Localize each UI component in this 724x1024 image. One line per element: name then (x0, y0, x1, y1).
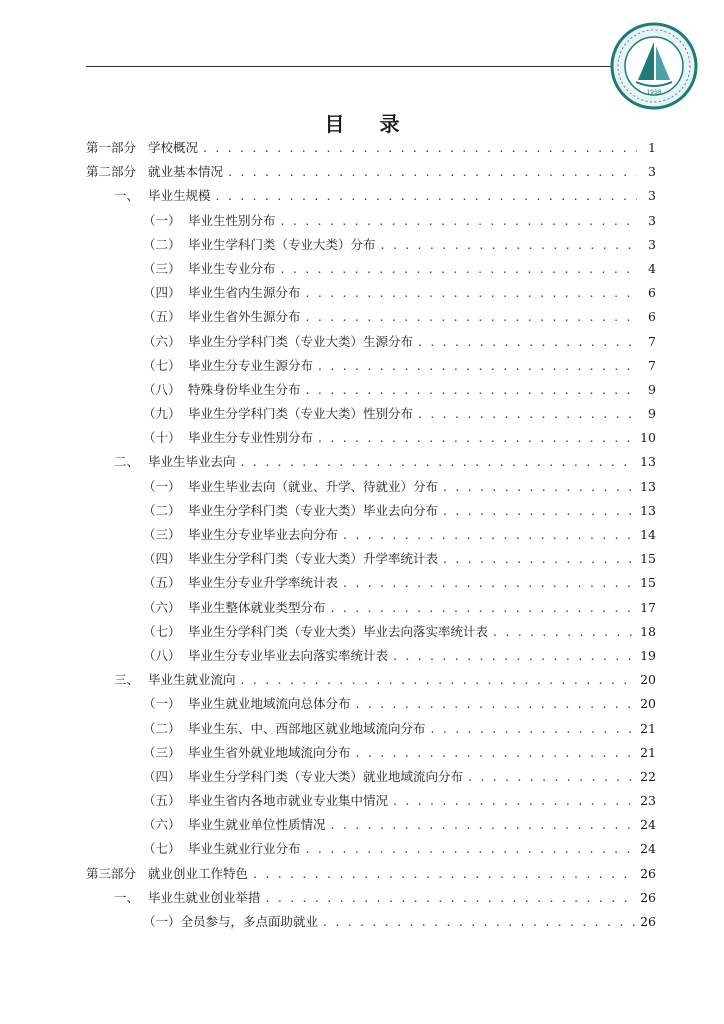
toc-entry[interactable] (86, 378, 656, 402)
header-rule (86, 66, 616, 67)
toc-page-number: 10 (640, 430, 656, 446)
toc-leader-dots (306, 281, 637, 305)
toc-entry[interactable] (86, 281, 656, 305)
toc-entry[interactable] (86, 402, 656, 426)
toc-leader-dots (266, 886, 636, 910)
toc-leader-dots (443, 499, 635, 523)
toc-entry-title: 毕业生毕业去向 (148, 454, 236, 470)
toc-leader-dots (443, 547, 635, 571)
toc-leader-dots (281, 257, 637, 281)
toc-leader-dots (393, 644, 635, 668)
toc-leader-dots (216, 184, 637, 208)
toc-entry-number: （七） (143, 357, 181, 373)
toc-entry-number: （一） (143, 212, 181, 228)
toc-page-number: 20 (640, 672, 656, 688)
toc-entry[interactable] (86, 668, 656, 692)
toc-entry-number: 第三部分 (86, 865, 137, 881)
toc-leader-dots (431, 717, 636, 741)
university-seal-icon (610, 22, 698, 110)
toc-leader-dots (381, 233, 637, 257)
toc-page-number: 6 (648, 285, 656, 301)
toc-entry[interactable] (86, 741, 656, 765)
toc-entry-number: （三） (143, 744, 181, 760)
toc-page-number: 20 (640, 696, 656, 712)
toc-entry[interactable] (86, 813, 656, 837)
toc-entry-number: （一） (143, 914, 181, 929)
toc-page-number: 24 (640, 817, 656, 833)
toc-entry[interactable] (86, 717, 656, 741)
toc-entry-title: 毕业生就业流向 (148, 672, 236, 688)
toc-entry-number: （五） (143, 575, 181, 591)
toc-entry[interactable] (86, 499, 656, 523)
toc-leader-dots (241, 668, 636, 692)
table-of-contents (86, 136, 656, 934)
toc-entry-number: （七） (143, 841, 181, 857)
toc-entry-title: 毕业生省外就业地域流向分布 (188, 744, 351, 760)
toc-entry-title: 毕业生就业单位性质情况 (188, 817, 326, 833)
toc-page-number: 1 (648, 140, 656, 155)
toc-entry-title: 毕业生分学科门类（专业大类）性别分布 (188, 406, 414, 422)
toc-page-number: 18 (640, 623, 656, 639)
toc-entry-number: （八） (143, 647, 181, 663)
toc-entry[interactable] (86, 886, 656, 910)
toc-entry-title: 毕业生省外生源分布 (188, 309, 301, 325)
toc-page-number: 13 (640, 478, 656, 494)
toc-entry-number: （二） (143, 502, 181, 518)
toc-entry-number: （一） (143, 696, 181, 712)
toc-entry-number: 一、 (114, 889, 140, 905)
toc-entry[interactable] (86, 765, 656, 789)
toc-leader-dots (241, 450, 636, 474)
toc-entry[interactable] (86, 184, 656, 208)
toc-entry-title: 毕业生就业行业分布 (188, 841, 301, 857)
toc-leader-dots (343, 523, 635, 547)
toc-entry-title: 就业基本情况 (148, 164, 224, 180)
toc-entry-number: （五） (143, 309, 181, 325)
toc-page-number: 14 (640, 527, 656, 542)
toc-page-number: 22 (640, 768, 656, 784)
toc-entry-number: 一、 (114, 188, 140, 204)
toc-entry-title: 特殊身份毕业生分布 (188, 381, 301, 397)
toc-page-number: 26 (640, 865, 656, 881)
page-title: 目 录 (324, 112, 414, 136)
toc-entry-title: 毕业生毕业去向（就业、升学、待就业）分布 (188, 478, 439, 494)
toc-entry-title: 毕业生规模 (148, 188, 211, 204)
toc-entry-number: （六） (143, 817, 181, 833)
toc-entry-title: 毕业生性别分布 (188, 212, 276, 228)
toc-entry-title: 学校概况 (148, 140, 199, 155)
toc-entry[interactable] (86, 305, 656, 329)
toc-leader-dots (393, 789, 635, 813)
toc-page-number: 7 (648, 357, 656, 373)
seal-year: 1958 (646, 89, 662, 96)
toc-entry[interactable] (86, 450, 656, 474)
toc-leader-dots (418, 402, 637, 426)
toc-entry-title: 毕业生分学科门类（专业大类）就业地域流向分布 (188, 768, 464, 784)
toc-entry[interactable] (86, 571, 656, 595)
toc-page-number: 9 (648, 406, 656, 422)
toc-entry-title: 毕业生分学科门类（专业大类）毕业去向分布 (188, 502, 439, 518)
toc-page-number: 15 (640, 575, 656, 591)
toc-leader-dots (493, 620, 635, 644)
toc-entry-number: （六） (143, 599, 181, 615)
toc-entry-title: 毕业生省内生源分布 (188, 285, 301, 301)
toc-entry[interactable] (86, 910, 656, 934)
toc-leader-dots (306, 378, 637, 402)
toc-page-number: 21 (640, 744, 656, 760)
toc-leader-dots (323, 910, 635, 934)
toc-entry-title: 毕业生分专业生源分布 (188, 357, 314, 373)
toc-entry-title: 毕业生分专业毕业去向落实率统计表 (188, 647, 389, 663)
toc-entry[interactable] (86, 862, 656, 886)
toc-leader-dots (356, 741, 636, 765)
toc-entry-title: 毕业生分学科门类（专业大类）生源分布 (188, 333, 414, 349)
toc-leader-dots (306, 837, 636, 861)
toc-page-number: 3 (648, 236, 656, 252)
toc-entry-number: （四） (143, 285, 181, 301)
toc-leader-dots (203, 136, 637, 160)
toc-entry-number: （九） (143, 406, 181, 422)
toc-leader-dots (331, 596, 636, 620)
toc-entry-title: 毕业生分专业升学率统计表 (188, 575, 339, 591)
toc-entry[interactable] (86, 160, 656, 184)
toc-entry[interactable] (86, 330, 656, 354)
toc-entry[interactable] (86, 596, 656, 620)
toc-leader-dots (468, 765, 635, 789)
toc-leader-dots (343, 571, 635, 595)
toc-entry-number: （五） (143, 793, 181, 809)
toc-entry[interactable] (86, 837, 656, 861)
toc-leader-dots (418, 330, 637, 354)
toc-entry[interactable] (86, 789, 656, 813)
toc-leader-dots (281, 209, 637, 233)
toc-page-number: 13 (640, 502, 656, 518)
toc-entry-number: （二） (143, 236, 181, 252)
toc-entry-number: 二、 (114, 454, 140, 470)
toc-entry[interactable] (86, 620, 656, 644)
toc-entry[interactable] (86, 136, 656, 160)
toc-entry-title: 毕业生分学科门类（专业大类）升学率统计表 (188, 551, 439, 567)
toc-entry-number: 三、 (114, 672, 140, 688)
toc-entry[interactable] (86, 426, 656, 450)
toc-page-number: 13 (640, 454, 656, 470)
toc-entry[interactable] (86, 257, 656, 281)
toc-entry-number: （四） (143, 551, 181, 567)
toc-leader-dots (228, 160, 637, 184)
toc-entry[interactable] (86, 547, 656, 571)
toc-entry-number: （三） (143, 527, 181, 542)
toc-page-number: 3 (648, 212, 656, 228)
toc-page-number: 15 (640, 551, 656, 567)
toc-entry[interactable] (86, 644, 656, 668)
toc-entry-title: 毕业生分专业性别分布 (188, 430, 314, 446)
toc-entry-title: 毕业生分专业毕业去向分布 (188, 527, 339, 542)
toc-leader-dots (318, 426, 635, 450)
toc-leader-dots (356, 692, 636, 716)
toc-entry-title: 毕业生东、中、西部地区就业地域流向分布 (188, 720, 426, 736)
toc-entry-number: （八） (143, 381, 181, 397)
toc-page-number: 3 (648, 188, 656, 204)
toc-entry-title: 毕业生学科门类（专业大类）分布 (188, 236, 376, 252)
toc-entry[interactable] (86, 475, 656, 499)
toc-leader-dots (253, 862, 635, 886)
toc-entry-number: （六） (143, 333, 181, 349)
toc-page-number: 17 (640, 599, 656, 615)
toc-entry-number: （三） (143, 260, 181, 276)
toc-entry[interactable] (86, 233, 656, 257)
toc-entry-number: （七） (143, 623, 181, 639)
toc-entry-title: 毕业生省内各地市就业专业集中情况 (188, 793, 389, 809)
toc-entry-number: （十） (143, 430, 181, 446)
toc-entry[interactable] (86, 692, 656, 716)
toc-page-number: 21 (640, 720, 656, 736)
toc-entry-title: 毕业生就业创业举措 (148, 889, 261, 905)
toc-entry-title: 就业创业工作特色 (148, 865, 249, 881)
toc-page-number: 4 (648, 260, 656, 276)
toc-page-number: 26 (640, 889, 656, 905)
toc-entry-number: 第一部分 (86, 140, 137, 155)
toc-leader-dots (306, 305, 637, 329)
toc-entry-number: （一） (143, 478, 181, 494)
toc-page-number: 7 (648, 333, 656, 349)
toc-page-number: 3 (648, 164, 656, 180)
toc-entry[interactable] (86, 523, 656, 547)
toc-entry-number: （二） (143, 720, 181, 736)
toc-leader-dots (443, 475, 635, 499)
toc-page-number: 26 (640, 914, 656, 929)
toc-page-number: 24 (640, 841, 656, 857)
toc-page-number: 23 (640, 793, 656, 809)
toc-leader-dots (318, 354, 637, 378)
toc-page-number: 19 (640, 647, 656, 663)
toc-entry[interactable] (86, 209, 656, 233)
toc-entry[interactable] (86, 354, 656, 378)
toc-entry-title: 毕业生分学科门类（专业大类）毕业去向落实率统计表 (188, 623, 489, 639)
toc-entry-number: 第二部分 (86, 164, 137, 180)
toc-leader-dots (331, 813, 636, 837)
toc-entry-number: （四） (143, 768, 181, 784)
toc-entry-title: 毕业生整体就业类型分布 (188, 599, 326, 615)
toc-page-number: 6 (648, 309, 656, 325)
toc-entry-title: 毕业生就业地域流向总体分布 (188, 696, 351, 712)
toc-entry-title: 全员参与，多点面助就业 (180, 914, 319, 929)
toc-entry-title: 毕业生专业分布 (188, 260, 276, 276)
toc-page-number: 9 (648, 381, 656, 397)
